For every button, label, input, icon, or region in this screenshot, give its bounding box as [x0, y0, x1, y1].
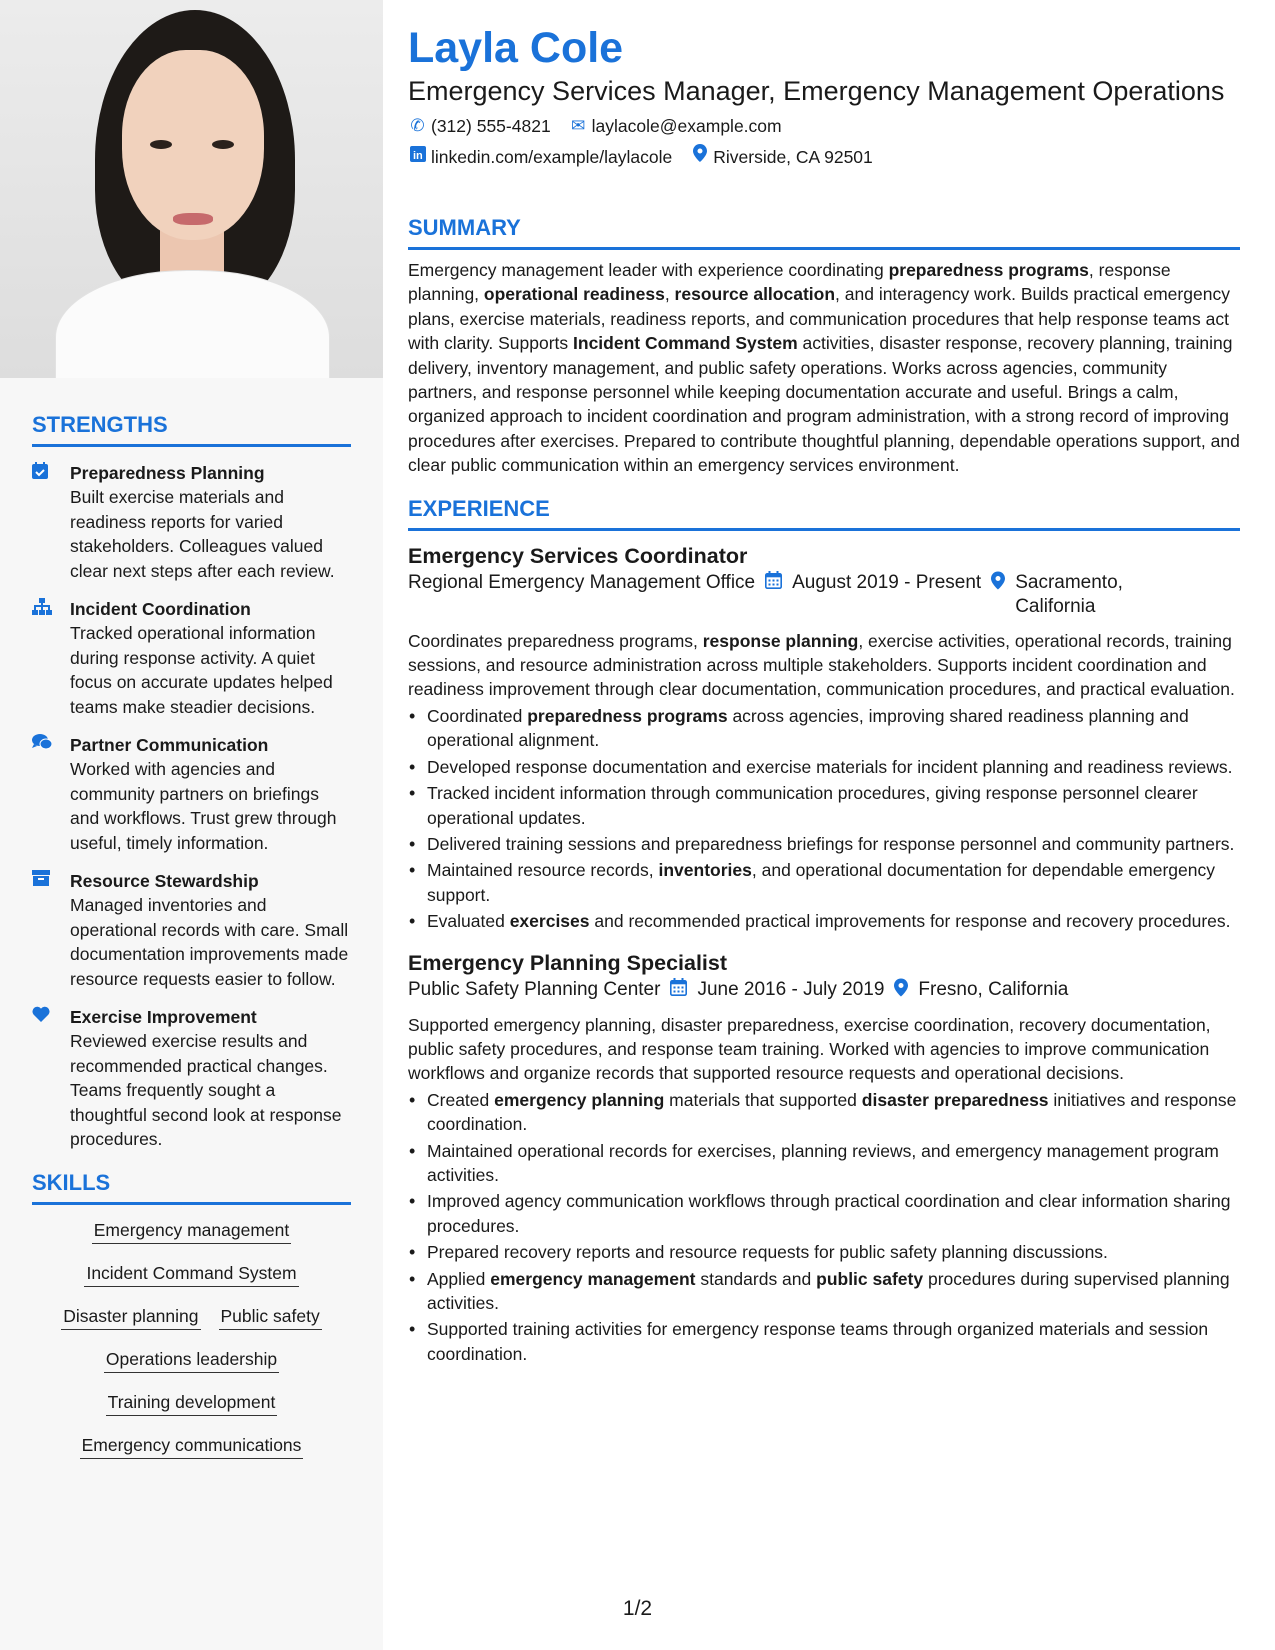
strength-body — [70, 461, 351, 583]
bullet-item — [408, 1317, 1240, 1366]
job-bullets — [408, 1088, 1240, 1366]
text-run: Developed response documentation and exercise materials for incident planning and readiness reviews. — [427, 756, 1233, 777]
text-run: procedures during supervised planning activities. — [427, 1268, 1230, 1313]
sitemap-icon — [32, 597, 70, 719]
bullet-item — [408, 704, 1240, 753]
bullet-item — [408, 909, 1240, 933]
phone-text: (312) 555-4821 — [431, 116, 551, 136]
text-run: across agencies, improving shared readiness planning and operational alignment. — [427, 705, 1189, 751]
bullet-item — [408, 1240, 1240, 1264]
strength-title: Incident Coordination — [70, 599, 251, 619]
text-run: , exercise activities, operational records, training sessions, and resource administration across multiple stakeholders. Supports incident coordination and readiness improvement through clear documentation, communication procedures, and practical evaluation. — [408, 630, 1235, 700]
bold-text: disaster preparedness — [861, 1089, 1049, 1110]
job-meta — [408, 571, 1240, 619]
text-run: Improved agency communication workflows through practical coordination and clear information sharing procedures. — [427, 1191, 1231, 1236]
skill-row — [32, 1389, 351, 1416]
svg-text:in: in — [412, 149, 423, 162]
job-bullets — [408, 704, 1240, 934]
job-description — [408, 629, 1240, 702]
text-run: , response planning, — [408, 260, 1171, 305]
skill-row — [32, 1346, 351, 1373]
skill-row — [32, 1303, 351, 1330]
strength-title: Preparedness Planning — [70, 463, 265, 483]
text-run: Maintained operational records for exercises, planning reviews, and emergency management program activities. — [427, 1140, 1219, 1185]
bullet-item — [408, 1139, 1240, 1188]
contact-row-1 — [408, 114, 1240, 138]
archive-box-icon — [32, 869, 70, 991]
strength-body — [70, 733, 351, 855]
main-column — [408, 22, 1240, 1368]
job-organization: Public Safety Planning Center — [408, 978, 661, 1000]
experience-heading: EXPERIENCE — [408, 496, 1240, 531]
envelope-icon: ✉ — [571, 116, 586, 135]
photo-eye-left — [150, 140, 172, 149]
text-run: Tracked incident information through communication procedures, giving response personnel clearer operational updates. — [427, 783, 1198, 828]
bold-text: preparedness programs — [888, 260, 1089, 280]
job-location: Sacramento, California — [1015, 571, 1123, 617]
linkedin-text: linkedin.com/example/laylacole — [431, 146, 673, 167]
text-run: Coordinates preparedness programs, — [408, 630, 703, 651]
job-organization: Regional Emergency Management Office — [408, 571, 756, 593]
text-run: Supported training activities for emergency response teams through organized materials and session coordination. — [427, 1319, 1209, 1364]
bold-text: operational readiness — [483, 284, 665, 305]
job-dates: June 2016 - July 2019 — [697, 978, 885, 1000]
calendar-check-icon — [32, 461, 70, 583]
bullet-item — [408, 1189, 1240, 1238]
bullet-item — [408, 1088, 1240, 1137]
bold-text: inventories — [658, 860, 752, 881]
strength-item — [32, 461, 351, 583]
strength-desc: Tracked operational information during response activity. A quiet focus on accurate updates helped teams make steadier decisions. — [70, 623, 333, 717]
candidate-name: Layla Cole — [408, 24, 624, 72]
location-text: Riverside, CA 92501 — [713, 146, 873, 167]
text-run: activities, disaster response, recovery planning, training delivery, inventory management, and public safety operations. Works across agencies, community partners, and response personnel while keeping documentation accurate and useful. Brings a calm, organized approach to incident coordination and program administration, with a strong record of improving procedures after exercises. Prepared to contribute thoughtful planning, dependable operations support, and clear public communication within an emergency services environment. — [408, 333, 1240, 476]
bold-text: public safety — [816, 1268, 924, 1289]
job-title: Emergency Planning Specialist — [408, 950, 728, 975]
text-run: Prepared recovery reports and resource requests for public safety planning discussions. — [427, 1242, 1108, 1263]
map-pin-icon — [991, 571, 1005, 596]
photo-shirt — [55, 270, 330, 378]
strength-body — [70, 597, 351, 719]
skill-row — [32, 1260, 351, 1287]
bullet-item — [408, 755, 1240, 779]
comments-icon — [32, 733, 70, 855]
job-entry — [408, 948, 1240, 1367]
phone-item[interactable] — [408, 114, 551, 138]
text-run: Evaluated — [427, 911, 510, 932]
bold-text: Incident Command System — [573, 333, 798, 354]
photo-face — [122, 50, 264, 240]
strengths-list — [32, 461, 351, 1152]
map-pin-icon — [690, 144, 709, 169]
strength-desc: Reviewed exercise results and recommended practical changes. Teams frequently sought a thoughtful second look at response procedures. — [70, 1031, 342, 1149]
map-pin-icon — [894, 978, 908, 1003]
bullet-item — [408, 858, 1240, 907]
summary-text — [408, 258, 1240, 478]
sidebar-content — [32, 412, 351, 1475]
skills-heading: SKILLS — [32, 1170, 351, 1205]
skills-list — [32, 1217, 351, 1475]
skill-tag: Operations leadership — [104, 1346, 279, 1373]
skill-tag: Public safety — [219, 1303, 322, 1330]
text-run: initiatives and response coordination. — [427, 1089, 1237, 1135]
text-run: and recommended practical improvements for response and recovery procedures. — [589, 911, 1231, 932]
strengths-heading: STRENGTHS — [32, 412, 351, 447]
bold-text: resource allocation — [674, 284, 836, 305]
skill-row — [32, 1432, 351, 1459]
skill-tag: Emergency communications — [80, 1432, 304, 1459]
strength-title: Exercise Improvement — [70, 1007, 257, 1027]
summary-section — [408, 215, 1240, 478]
text-run: Coordinated — [427, 705, 528, 726]
email-text: laylacole@example.com — [591, 116, 782, 136]
bold-text: preparedness programs — [527, 705, 728, 726]
strength-desc: Built exercise materials and readiness reports for varied stakeholders. Colleagues valued clear next steps after each review. — [70, 487, 335, 581]
text-run: , and operational documentation for dependable emergency support. — [427, 860, 1215, 905]
job-location: Fresno, California — [918, 978, 1069, 1000]
skill-row — [32, 1217, 351, 1244]
heart-icon — [32, 1005, 70, 1152]
experience-section — [408, 496, 1240, 1367]
calendar-icon — [765, 571, 782, 595]
job-list — [408, 541, 1240, 1367]
text-run: standards and — [695, 1268, 817, 1289]
bold-text: response planning — [702, 630, 859, 651]
text-run: Created — [427, 1089, 495, 1110]
bullet-item — [408, 1267, 1240, 1316]
phone-icon: ✆ — [410, 116, 425, 135]
strength-title: Partner Communication — [70, 735, 269, 755]
photo-lips — [173, 213, 213, 225]
linkedin-item[interactable] — [408, 144, 672, 169]
strength-item — [32, 733, 351, 855]
page-number: 1/2 — [622, 1597, 653, 1620]
strength-desc: Managed inventories and operational records with care. Small documentation improvements made resource requests easier to follow. — [70, 895, 349, 989]
contact-row-2 — [408, 144, 1240, 169]
job-entry — [408, 541, 1240, 934]
candidate-headline: Emergency Services Manager, Emergency Management Operations — [408, 76, 1225, 106]
job-description — [408, 1013, 1240, 1086]
strength-body — [70, 1005, 351, 1152]
text-run: Maintained resource records, — [427, 860, 659, 881]
job-dates: August 2019 - Present — [792, 571, 982, 593]
bullet-item — [408, 781, 1240, 830]
calendar-icon — [670, 978, 687, 1002]
text-run: , — [664, 284, 675, 305]
text-run: , and interagency work. Builds practical emergency plans, exercise materials, readiness reports, and communication procedures that help response teams act with clarity. Supports — [408, 284, 1230, 354]
strength-item — [32, 869, 351, 991]
skill-tag: Training development — [106, 1389, 278, 1416]
bold-text: emergency planning — [494, 1089, 665, 1110]
text-run: Delivered training sessions and preparedness briefings for response personnel and community partners. — [427, 833, 1235, 854]
job-title: Emergency Services Coordinator — [408, 543, 748, 568]
profile-photo — [0, 0, 383, 378]
skill-tag: Disaster planning — [61, 1303, 200, 1330]
strength-item — [32, 1005, 351, 1152]
bold-text: emergency management — [490, 1268, 696, 1289]
strength-body — [70, 869, 351, 991]
text-run: Applied — [427, 1268, 491, 1289]
summary-heading: SUMMARY — [408, 215, 1240, 250]
strength-item — [32, 597, 351, 719]
strength-title: Resource Stewardship — [70, 871, 259, 891]
bold-text: exercises — [509, 911, 590, 932]
text-run: Supported emergency planning, disaster preparedness, exercise coordination, recovery documentation, public safety procedures, and response team training. Worked with agencies to improve communication workflows and organize records that supported resource requests and operational decisions. — [408, 1014, 1211, 1084]
sidebar — [0, 0, 383, 1650]
linkedin-icon — [408, 145, 427, 169]
location-item — [690, 144, 873, 169]
email-item[interactable] — [569, 114, 782, 138]
job-meta — [408, 978, 1240, 1003]
skill-tag: Emergency management — [92, 1217, 292, 1244]
text-run: materials that supported — [664, 1089, 862, 1110]
strength-desc: Worked with agencies and community partners on briefings and workflows. Trust grew through useful, timely information. — [70, 759, 337, 853]
photo-eye-right — [212, 140, 234, 149]
text-run: Emergency management leader with experience coordinating — [408, 260, 889, 280]
bullet-item — [408, 832, 1240, 856]
skill-tag: Incident Command System — [84, 1260, 298, 1287]
